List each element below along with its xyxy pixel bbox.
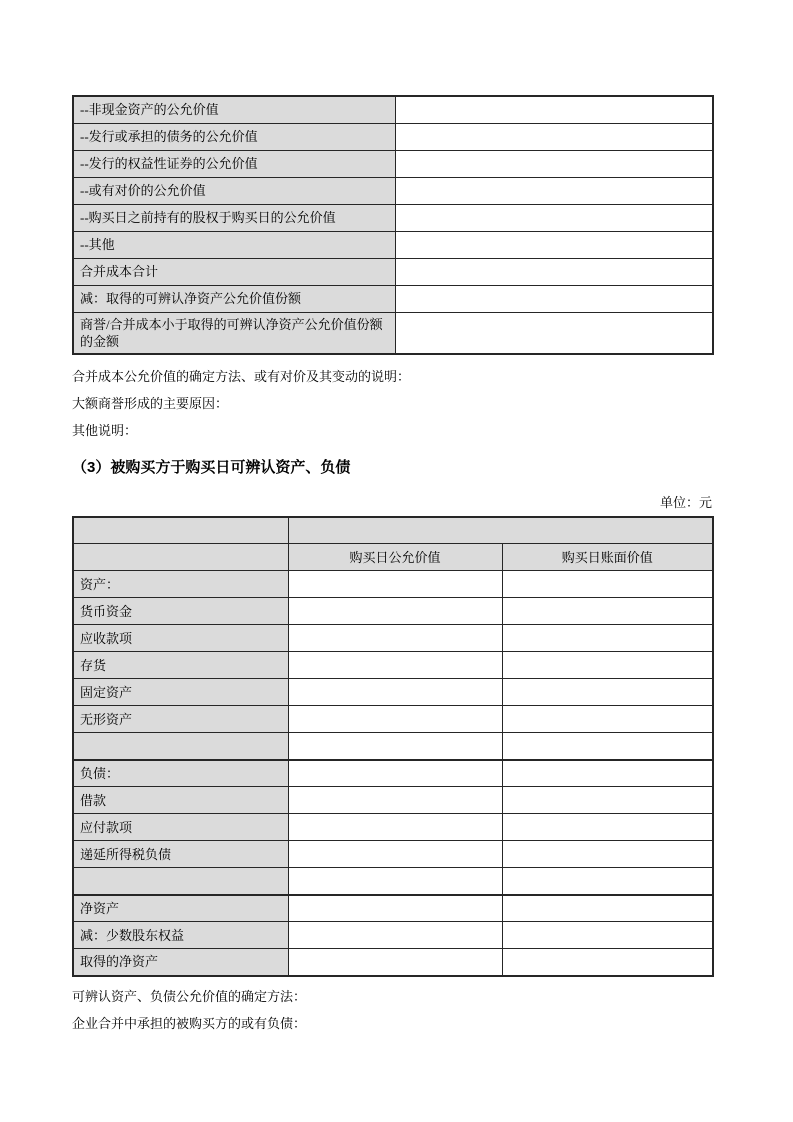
row-label: 应收款项 bbox=[73, 625, 288, 652]
fair-value-cell bbox=[288, 598, 502, 625]
row-label: 负债： bbox=[73, 760, 288, 787]
fair-value-cell bbox=[288, 895, 502, 922]
row-label: 减：少数股东权益 bbox=[73, 922, 288, 949]
table-row bbox=[73, 571, 713, 598]
row-label: 无形资产 bbox=[73, 706, 288, 733]
row-label: --发行或承担的债务的公允价值 bbox=[73, 123, 395, 150]
row-label: 合并成本合计 bbox=[73, 258, 395, 285]
book-value-cell bbox=[502, 841, 713, 868]
table-row bbox=[73, 814, 713, 841]
table-row bbox=[73, 231, 713, 258]
book-value-cell bbox=[502, 571, 713, 598]
row-value-cell bbox=[395, 285, 713, 312]
row-label: 借款 bbox=[73, 787, 288, 814]
table-header-row bbox=[73, 517, 713, 544]
book-value-cell bbox=[502, 922, 713, 949]
row-label: --或有对价的公允价值 bbox=[73, 177, 395, 204]
table-row bbox=[73, 312, 713, 354]
fair-value-cell bbox=[288, 571, 502, 598]
note-cost-method: 合并成本公允价值的确定方法、或有对价及其变动的说明： bbox=[72, 368, 411, 384]
fair-value-cell bbox=[288, 652, 502, 679]
header-corner-cell bbox=[73, 517, 288, 544]
row-value-cell bbox=[395, 258, 713, 285]
book-value-cell bbox=[502, 760, 713, 787]
book-value-cell bbox=[502, 895, 713, 922]
column-header-book-value: 购买日账面价值 bbox=[502, 544, 713, 571]
table-row bbox=[73, 895, 713, 922]
table-row bbox=[73, 625, 713, 652]
page-content bbox=[72, 95, 712, 1033]
book-value-cell bbox=[502, 949, 713, 976]
book-value-cell bbox=[502, 814, 713, 841]
table-row bbox=[73, 285, 713, 312]
fair-value-cell bbox=[288, 922, 502, 949]
table-row bbox=[73, 760, 713, 787]
table-row bbox=[73, 679, 713, 706]
table-row bbox=[73, 598, 713, 625]
table-row bbox=[73, 123, 713, 150]
fair-value-cell bbox=[288, 949, 502, 976]
row-label: --发行的权益性证券的公允价值 bbox=[73, 150, 395, 177]
row-value-cell bbox=[395, 312, 713, 354]
row-value-cell bbox=[395, 204, 713, 231]
row-label: --非现金资产的公允价值 bbox=[73, 96, 395, 123]
section-heading: （3）被购买方于购买日可辨认资产、负债 bbox=[72, 458, 351, 476]
table-separator-row bbox=[73, 733, 713, 760]
book-value-cell bbox=[502, 787, 713, 814]
row-label: 资产： bbox=[73, 571, 288, 598]
row-label: 货币资金 bbox=[73, 598, 288, 625]
table-row bbox=[73, 150, 713, 177]
book-value-cell bbox=[502, 679, 713, 706]
table-separator-row bbox=[73, 868, 713, 895]
table-row bbox=[73, 177, 713, 204]
book-value-cell bbox=[502, 706, 713, 733]
table-row bbox=[73, 204, 713, 231]
note-contingent-liabilities: 企业合并中承担的被购买方的或有负债： bbox=[72, 1015, 307, 1031]
table-row bbox=[73, 949, 713, 976]
row-value-cell bbox=[395, 123, 713, 150]
row-label: 存货 bbox=[73, 652, 288, 679]
fair-value-cell bbox=[288, 706, 502, 733]
table-row bbox=[73, 96, 713, 123]
identifiable-assets-table bbox=[72, 516, 714, 977]
row-value-cell bbox=[395, 231, 713, 258]
row-label: 应付款项 bbox=[73, 814, 288, 841]
row-value-cell bbox=[395, 96, 713, 123]
row-label bbox=[73, 733, 288, 760]
note-goodwill-reason: 大额商誉形成的主要原因： bbox=[72, 395, 229, 411]
book-value-cell bbox=[502, 868, 713, 895]
row-label: 递延所得税负债 bbox=[73, 841, 288, 868]
fair-value-cell bbox=[288, 760, 502, 787]
header-merged-cell bbox=[288, 517, 713, 544]
fair-value-cell bbox=[288, 868, 502, 895]
fair-value-cell bbox=[288, 787, 502, 814]
row-label: 取得的净资产 bbox=[73, 949, 288, 976]
row-label: 固定资产 bbox=[73, 679, 288, 706]
table-row bbox=[73, 787, 713, 814]
column-header-fair-value: 购买日公允价值 bbox=[288, 544, 502, 571]
row-label: 商誉/合并成本小于取得的可辨认净资产公允价值份额的金额 bbox=[73, 312, 395, 354]
row-label: --购买日之前持有的股权于购买日的公允价值 bbox=[73, 204, 395, 231]
table-row bbox=[73, 922, 713, 949]
note-fv-method: 可辨认资产、负债公允价值的确定方法： bbox=[72, 988, 307, 1004]
book-value-cell bbox=[502, 598, 713, 625]
unit-label: 单位：元 bbox=[659, 494, 712, 510]
merger-cost-table bbox=[72, 95, 714, 355]
book-value-cell bbox=[502, 733, 713, 760]
table-row bbox=[73, 841, 713, 868]
book-value-cell bbox=[502, 625, 713, 652]
row-value-cell bbox=[395, 177, 713, 204]
row-label: --其他 bbox=[73, 231, 395, 258]
fair-value-cell bbox=[288, 679, 502, 706]
note-other: 其他说明： bbox=[72, 422, 138, 438]
fair-value-cell bbox=[288, 625, 502, 652]
row-label: 净资产 bbox=[73, 895, 288, 922]
row-label: 减：取得的可辨认净资产公允价值份额 bbox=[73, 285, 395, 312]
header-corner-cell bbox=[73, 544, 288, 571]
table-header-row bbox=[73, 544, 713, 571]
table-row bbox=[73, 652, 713, 679]
fair-value-cell bbox=[288, 841, 502, 868]
fair-value-cell bbox=[288, 733, 502, 760]
table-row bbox=[73, 258, 713, 285]
row-label bbox=[73, 868, 288, 895]
fair-value-cell bbox=[288, 814, 502, 841]
table-row bbox=[73, 706, 713, 733]
row-value-cell bbox=[395, 150, 713, 177]
book-value-cell bbox=[502, 652, 713, 679]
